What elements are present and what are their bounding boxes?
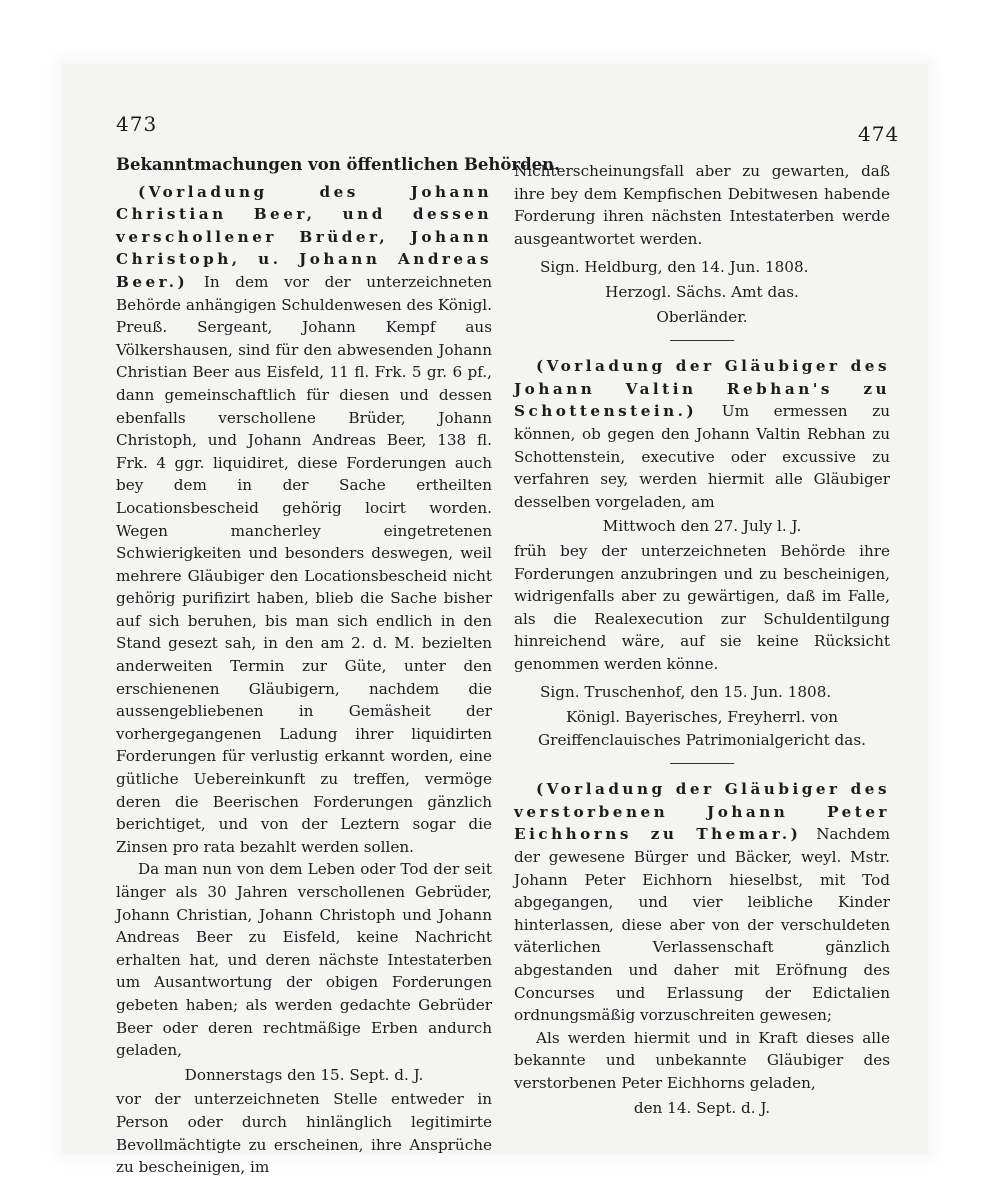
notice-1-body-2: Da man nun von dem Leben oder Tod der seit länger als 30 Jahren verschollenen Gebrüder, Johann Christian, Johann Christoph und Johann Andreas Beer zu Eisfeld, keine Nachricht erhalten hat, und deren nächste Intestaterben um Ausantwortung der obigen Forderungen gebeten haben; als werden gedachte Gebrüder Beer oder deren rechtmäßige Erben andurch geladen, xyxy=(116,860,492,1060)
notice-1-signer: Oberländer. xyxy=(656,307,748,326)
notice-1-signature-place: Sign. Heldburg, den 14. Jun. 1808. xyxy=(540,258,809,277)
notice-2-paragraph xyxy=(514,355,890,513)
notice-1-date: Donnerstags den 15. Sept. d. J. xyxy=(184,1065,424,1084)
notice-1-paragraph xyxy=(116,181,492,859)
section-divider-2 xyxy=(670,763,734,764)
notice-3-paragraph xyxy=(514,778,890,1027)
notice-3-body-2: Als werden hiermit und in Kraft dieses alle bekannte und unbekannte Gläubiger des verstorbenen Peter Eichhorns geladen, xyxy=(514,1028,890,1092)
notice-1-body-3: vor der unterzeichneten Stelle entweder in Person oder durch hinlänglich legitimirte Bevollmächtigte zu erscheinen, ihre Ansprüche zu bescheinigen, im xyxy=(116,1090,492,1177)
left-column xyxy=(116,154,560,1179)
notice-2-title: (Vorladung der Gläubiger des Johann Valtin Rebhan's zu Schottenstein.) xyxy=(514,357,890,421)
section-divider xyxy=(670,340,734,341)
notice-2-signature-place: Sign. Truschenhof, den 15. Jun. 1808. xyxy=(540,683,832,702)
left-page-number: 473 xyxy=(116,112,158,136)
section-heading: Bekanntmachungen von öffentlichen Behörden. xyxy=(116,155,560,174)
right-column xyxy=(514,160,890,1121)
notice-1-title: (Vorladung des Johann Christian Beer, und dessen verschollener Brüder, Johann Christoph, u. Johann Andreas Beer.) xyxy=(116,182,492,291)
notice-2-body: Um ermessen zu können, ob gegen den Johann Valtin Rebhan zu Schottenstein, executive oder excussive zu verfahren sey, werden hiermit alle Gläubiger desselben vorgeladen, am xyxy=(514,402,890,511)
notice-3-body: Nachdem der gewesene Bürger und Bäcker, weyl. Mstr. Johann Peter Eichhorn hieselbst, mit Tod abgegangen, und vier leibliche Kinder hinterlassen, diese aber von der verschuldeten väterlichen Verlassenschaft gänzlich abgestanden und daher mit Eröfnung des Concurses und Erlassung der Edictalien ordnungsmäßig vorzuschreiten gewesen; xyxy=(514,825,890,1025)
notice-3-title: (Vorladung der Gläubiger des verstorbenen Johann Peter Eichhorns zu Themar.) xyxy=(514,780,890,844)
notice-1-authority: Herzogl. Sächs. Amt das. xyxy=(605,282,799,301)
notice-3-date: den 14. Sept. d. J. xyxy=(633,1098,771,1117)
right-page-number: 474 xyxy=(858,122,900,146)
notice-2-date: Mittwoch den 27. July l. J. xyxy=(602,517,802,536)
notice-1-body: In dem vor der unterzeichneten Behörde anhängigen Schuldenwesen des Königl. Preuß. Sergeant, Johann Kempf aus Völkershausen, sind für den abwesenden Johann Christian Beer aus Eisfeld, 11 fl. Frk. 5 gr. 6 pf., dann gemeinschaftlich für diesen und dessen ebenfalls verschollene Brüder, Johann Christoph, und Johann Andreas Beer, 138 fl. Frk. 4 ggr. liquidiret, diese Forderungen auch bey dem in der Sache ertheilten Locationsbescheid gehörig locirt worden. Wegen mancherley eingetretenen Schwierigkeiten und besonders deswegen, weil mehrere Gläubiger den Locationsbescheid nicht gehörig purifizirt haben, blieb die Sache bisher auf sich beruhen, bis man sich endlich in den Stand gesezt sah, in den am 2. d. M. bezielten anderweiten Termin zur Güte, unter den erschienenen Gläubigern, nachdem die aussengebliebenen in Gemäsheit der vorhergegangenen Ladung ihrer liquidirten Forderungen für verlustig erkannt worden, eine gütliche Uebereinkunft zu treffen, vermöge deren die Beerischen Forderungen gänzlich berichtiget, und von der Leztern sogar die Zinsen pro rata bezahlt werden sollen. xyxy=(116,272,492,856)
notice-2-body-2: früh bey der unterzeichneten Behörde ihre Forderungen anzubringen und zu bescheinigen, widrigenfalls aber zu gewärtigen, daß im Falle, als die Realexecution zur Schuldentilgung hinreichend wäre, auf sie keine Rücksicht genommen werden könne. xyxy=(514,541,890,673)
notice-1-continuation: Nichterscheinungsfall aber zu gewarten, daß ihre bey dem Kempfischen Debitwesen habende Forderung ihren nächsten Intestaterben werde ausgeantwortet werden. xyxy=(514,162,890,248)
notice-2-authority: Königl. Bayerisches, Freyherrl. von Greiffenclauisches Patrimonialgericht das. xyxy=(538,708,866,749)
